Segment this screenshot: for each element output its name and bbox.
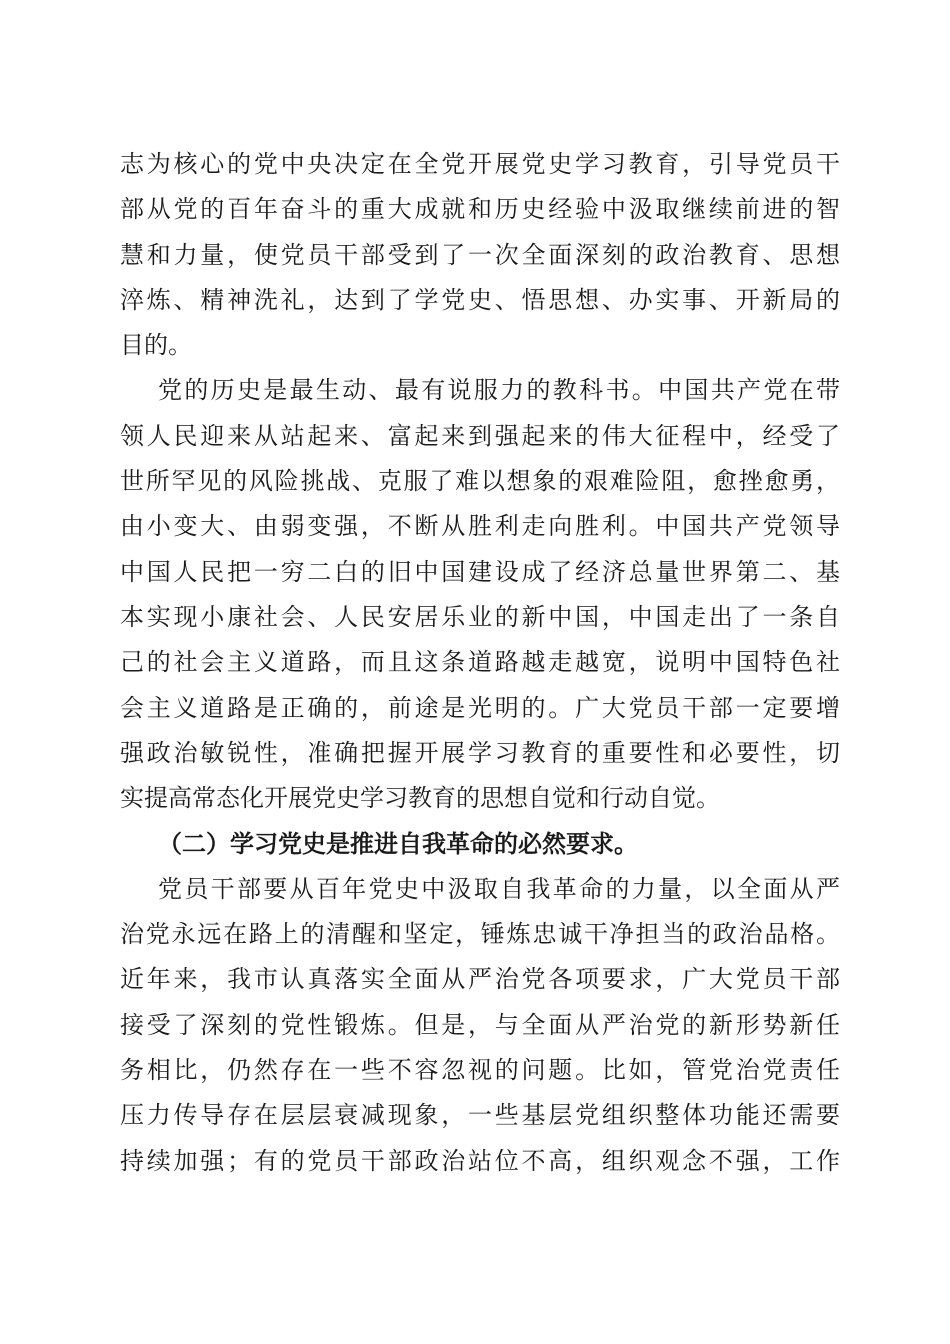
paragraph-3 (120, 867, 840, 1184)
text-line: 淬炼、精神洗礼，达到了学党史、悟思想、办实事、开新局的 (120, 285, 840, 314)
text-line: 领人民迎来从站起来、富起来到强起来的伟大征程中，经受了 (120, 421, 840, 450)
text-line: 强政治敏锐性，准确把握开展学习教育的重要性和必要性，切 (120, 738, 840, 767)
text-line: 持续加强；有的党员干部政治站位不高，组织观念不强，工作 (120, 1146, 840, 1175)
text-line: 会主义道路是正确的，前途是光明的。广大党员干部一定要增 (120, 693, 840, 722)
text-line: 中国人民把一穷二白的旧中国建设成了经济总量世界第二、基 (120, 557, 840, 586)
text-line: 志为核心的党中央决定在全党开展党史学习教育，引导党员干 (120, 150, 840, 178)
text-line: 己的社会主义道路，而且这条道路越走越宽，说明中国特色社 (120, 648, 840, 677)
text-line: 实提高常态化开展党史学习教育的思想自觉和行动自觉。 (120, 784, 720, 813)
text-line: 部从党的百年奋斗的重大成就和历史经验中汲取继续前进的智 (120, 195, 840, 224)
text-line: 由小变大、由弱变强，不断从胜利走向胜利。中国共产党领导 (120, 512, 840, 541)
text-line: 接受了深刻的党性锻炼。但是，与全面从严治党的新形势新任 (120, 1010, 840, 1039)
text-line: 目的。 (120, 331, 192, 360)
text-line: 世所罕见的风险挑战、克服了难以想象的艰难险阻，愈挫愈勇， (120, 467, 840, 496)
text-line: 慧和力量，使党员干部受到了一次全面深刻的政治教育、思想 (120, 240, 840, 269)
text-line: 治党永远在路上的清醒和坚定，锤炼忠诚干净担当的政治品格。 (120, 920, 840, 949)
text-line: 本实现小康社会、人民安居乐业的新中国，中国走出了一条自 (120, 602, 840, 631)
text-line: 党员干部要从百年党史中汲取自我革命的力量，以全面从严 (158, 874, 840, 903)
heading-line: （二）学习党史是推进自我革命的必然要求。 (158, 829, 638, 859)
text-line: 压力传导存在层层衰减现象，一些基层党组织整体功能还需要 (120, 1101, 840, 1130)
paragraph-2 (120, 368, 840, 821)
section-heading (120, 821, 840, 866)
text-line: 党的历史是最生动、最有说服力的教科书。中国共产党在带 (158, 376, 840, 405)
paragraph-1 (120, 142, 840, 368)
text-line: 近年来，我市认真落实全面从严治党各项要求，广大党员干部 (120, 965, 840, 994)
document-body (120, 142, 840, 1184)
text-line: 务相比，仍然存在一些不容忽视的问题。比如，管党治党责任 (120, 1055, 840, 1084)
